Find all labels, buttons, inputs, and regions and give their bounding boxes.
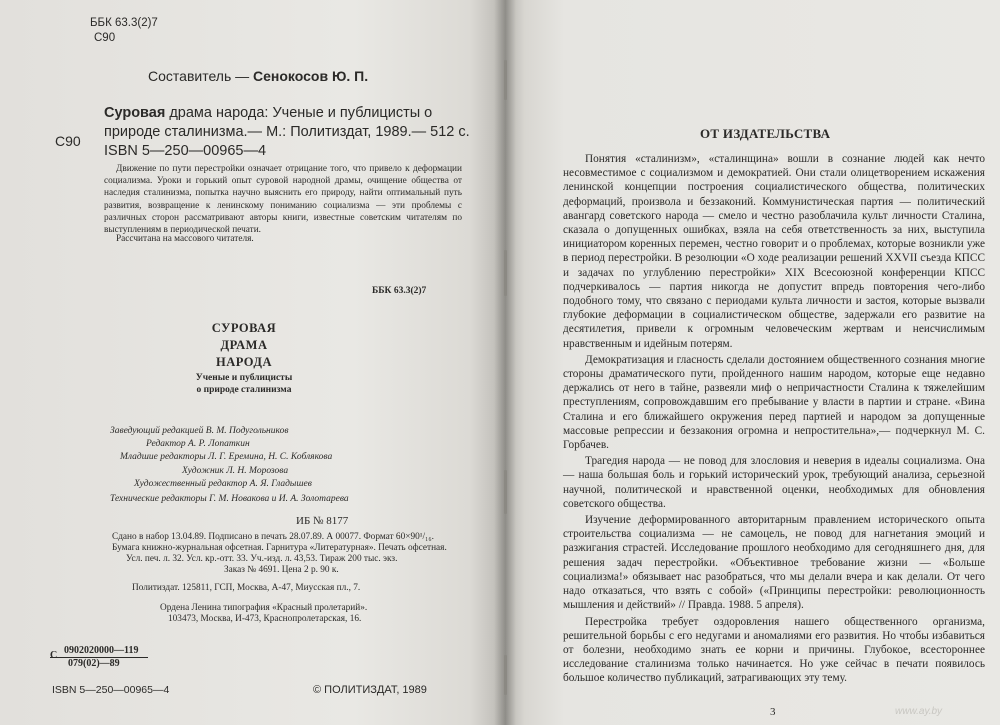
credit-line: Технические редакторы Г. М. Новакова и И. А. Золотарева [110, 494, 349, 505]
binding-stitch [504, 250, 507, 296]
preface-body [563, 152, 985, 688]
compiler-name: Сенокосов Ю. П. [253, 68, 369, 84]
book-subtitle-line: о природе сталинизма [196, 385, 292, 395]
compiler-line [148, 68, 368, 84]
printery-line: 103473, Москва, И-473, Краснопролетарская, 16. [168, 614, 362, 624]
book-title [130, 320, 358, 371]
classification-fraction [50, 645, 148, 670]
copyright-line: © ПОЛИТИЗДАТ, 1989 [313, 684, 427, 696]
preface-paragraph: Понятия «сталинизм», «сталинщина» вошли в сознание людей как нечто несовместимое с социализмом и демократией. Они стали олицетворением искажения ленинской концепции построения социалистического общества, политических деформаций, произвола и беззаконий. Коммунистическая партия — политический авангард советского народа — смело и честно разоблачила культ личности Сталина, сказала о допущенных ошибках, взяла на себя ответственность за них, выступила инициатором коренных перемен, честно говорит и о проблемах, которые возникли уже в период перестройки. В резолюции «О ходе реализации решений XXVII съезда КПСС и задачах по углублению перестройки» XIX Всесоюзной конференции КПСС подчеркивалось — партия никогда не допустит впредь повторения чего-либо подобного тому, что связано с периодами культа личности и застоя, которые вызвали глубокие деформации в социалистическом обществе, задержали его развитие на десятилетия, привели к огромным человеческим жертвам и неисчислимым нравственным и идейным потерям. [563, 153, 985, 350]
catalog-code: С90 [55, 133, 81, 149]
compiler-label: Составитель — [148, 68, 250, 84]
imprint-line: Бумага книжно-журнальная офсетная. Гарнитура «Литературная». Печать офсетная. [112, 543, 447, 553]
credit-line: Заведующий редакцией В. М. Подугольников [110, 426, 289, 436]
biblio-line: драма народа: Ученые и публицисты о [165, 105, 433, 121]
class-letter: С [50, 650, 58, 661]
book-title-line: НАРОДА [215, 355, 273, 369]
audience-note: Рассчитана на массового читателя. [116, 234, 254, 244]
preface-paragraph: Демократизация и гласность сделали достоянием общественного сознания многие стороны драматического пути, пройденного нашим народом, которые еще недавно держались от него в тайне, развеяли миф о непричастности Сталина к тяжелейшим преступлениям, сопровождавшим его пребывание у власти в партии и стране. «Вина Сталина и его ближайшего окружения перед партией и народом за допущенные массовые репрессии и беззакония огромна и непростительна»,— подчеркнул М. С. Горбачев. [563, 353, 985, 452]
publisher-number: ИБ № 8177 [296, 515, 349, 527]
udk-code: С90 [94, 32, 116, 44]
book-title-line: ДРАМА [220, 338, 268, 352]
binding-stitch [504, 655, 507, 695]
bbk-code-block [90, 16, 158, 46]
abstract-text: Движение по пути перестройки означает отрицание того, что привело к деформации социализма. Уроки и горький опыт суровой народной драмы, очищение общества от наследия сталинизма, попытка научно выяснить его природу, найти оптимальный путь развития, возвращение к ленинскому пониманию социализма — эти проблемы с различных сторон рассматривают авторы книги, известные советским читателям по выступлениям в периодической печати. [104, 164, 462, 236]
book-gutter [494, 0, 516, 725]
bbk-code: ББК 63.3(2)7 [90, 17, 158, 29]
preface-paragraph: Изучение деформированного авторитарным правлением исторического опыта строительства социализма — не самоцель, не повод для нагнетания эмоций и разжигания страстей. Исследование прошлого необходимо для сегодняшнего дня, для решения задач перестройки. «Объективное требование жизни — «Больше социализма!» обязывает нас разобраться, что мы делали вчера и как делали. От чего надо отказаться, что взять с собой» («Принципы перестройки: революционность мышления и действий» // Правда. 1988. 5 апреля). [563, 514, 985, 612]
book-subtitle-line: Ученые и публицисты [195, 373, 293, 383]
site-watermark: www.ay.by [895, 706, 943, 717]
binding-stitch [504, 60, 507, 100]
printery-line: Ордена Ленина типография «Красный пролетарий». [160, 603, 368, 613]
binding-stitch [504, 470, 507, 514]
book-subtitle [130, 372, 358, 396]
credit-line: Художественный редактор А. Я. Гладышев [134, 478, 312, 489]
page-number: 3 [770, 706, 776, 718]
biblio-title: Суровая [104, 105, 166, 121]
book-title-line: СУРОВАЯ [211, 321, 277, 335]
imprint-line: Усл. печ. л. 32. Усл. кр.-отт. 33. Уч.-изд. л. 43,53. Тираж 200 тыс. экз. [126, 554, 398, 564]
credit-line: Младшие редакторы Л. Г. Еремина, Н. С. Коблякова [120, 452, 333, 463]
credit-line: Художник Л. Н. Морозова [182, 465, 289, 476]
imprint-line: Заказ № 4691. Цена 2 р. 90 к. [224, 565, 339, 575]
imprint-block [112, 532, 447, 576]
bbk-code-right: ББК 63.3(2)7 [372, 286, 427, 296]
credits-block [110, 425, 349, 506]
class-denominator: 079(02)—89 [68, 658, 120, 669]
publisher-address: Политиздат. 125811, ГСП, Москва, А-47, Миусская пл., 7. [132, 583, 361, 593]
page-heading: ОТ ИЗДАТЕЛЬСТВА [700, 126, 831, 141]
bibliographic-entry [104, 104, 470, 161]
biblio-line: ISBN 5—250—00965—4 [104, 143, 267, 159]
preface-paragraph: Трагедия народа — не повод для злословия и неверия в идеалы социализма. Она — наша большая боль и горький исторический урок, требующий анализа, серьезной научной, политической и нравственной оценки, необходимых для обновления советского общества. [563, 455, 985, 510]
printery-block [160, 603, 367, 625]
isbn-bottom: ISBN 5—250—00965—4 [52, 684, 170, 696]
class-numerator: 0902020000—119 [50, 645, 148, 658]
imprint-line: Сдано в набор 13.04.89. Подписано в печать 28.07.89. А 00077. Формат 60×90¹/₁₆. [112, 532, 434, 542]
preface-paragraph: Перестройка требует оздоровления нашего общественного организма, решительной борьбы с его недугами и аномалиями его развития. Но чтобы избавиться от болезни, необходимо знать ее корни и причины. Глубокое, всестороннее исследование сталинизма только начинается. Но уже сейчас в печати появилось большое количество публикаций, затрагивающих эту тему. [563, 615, 985, 685]
credit-line: Редактор А. Р. Лопаткин [146, 439, 250, 450]
biblio-line: природе сталинизма.— М.: Политиздат, 1989.— 512 с. [104, 124, 470, 140]
